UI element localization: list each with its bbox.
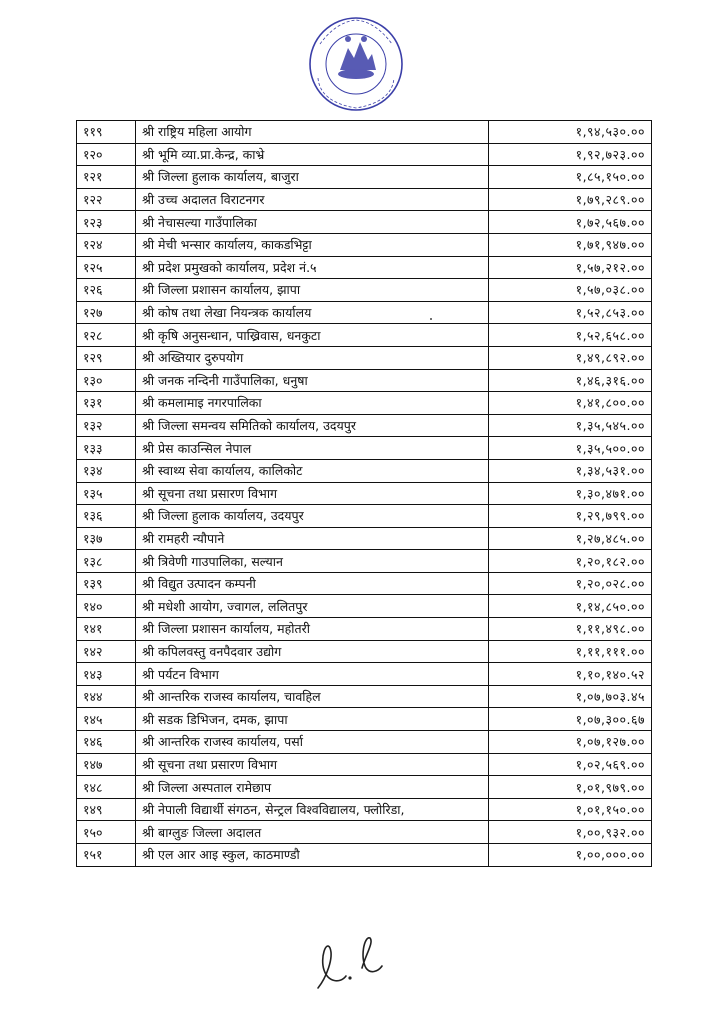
amount: १,००,९३२.०० [489,821,652,844]
amount: १,५७,०३८.०० [489,279,652,302]
payee-name: श्री पर्यटन विभाग [136,663,489,686]
table-row [77,301,652,324]
row-number: १४४ [77,685,136,708]
payee-name: श्री आन्तरिक राजस्व कार्यालय, पर्सा [136,731,489,754]
amount: १,५७,२१२.०० [489,256,652,279]
row-number: १३० [77,369,136,392]
table-row [77,527,652,550]
table-row [77,663,652,686]
row-number: १३६ [77,505,136,528]
table-row [77,324,652,347]
amount: १,७९,२८९.०० [489,188,652,211]
row-number: १३८ [77,550,136,573]
table-row [77,595,652,618]
office-stamp [296,8,416,120]
payee-name: श्री एल आर आइ स्कुल, काठमाण्डौ [136,844,489,867]
table-row [77,369,652,392]
amount: १,०७,३००.६७ [489,708,652,731]
row-number: १४५ [77,708,136,731]
row-number: १३९ [77,572,136,595]
payee-name: श्री जनक नन्दिनी गाउँपालिका, धनुषा [136,369,489,392]
amount: १,९४,५३०.०० [489,121,652,144]
row-number: १४१ [77,618,136,641]
row-number: १३७ [77,527,136,550]
payee-name: श्री आन्तरिक राजस्व कार्यालय, चावहिल [136,685,489,708]
table-row [77,166,652,189]
amount: १,१०,१४०.५२ [489,663,652,686]
amount: १,५२,८५३.०० [489,301,652,324]
payee-name: श्री सूचना तथा प्रसारण विभाग [136,482,489,505]
row-number: १४३ [77,663,136,686]
table-row [77,618,652,641]
amount: १,७१,९४७.०० [489,233,652,256]
row-number: १५१ [77,844,136,867]
payee-name: श्री कोष तथा लेखा नियन्त्रक कार्यालय [136,301,489,324]
amount: १,४९,८९२.०० [489,346,652,369]
row-number: १५० [77,821,136,844]
table-row [77,414,652,437]
payee-name: श्री कमलामाइ नगरपालिका [136,392,489,415]
payee-name: श्री जिल्ला अस्पताल रामेछाप [136,776,489,799]
row-number: १२९ [77,346,136,369]
row-number: १४९ [77,798,136,821]
table-row [77,776,652,799]
table-row [77,844,652,867]
payee-name: श्री सूचना तथा प्रसारण विभाग [136,753,489,776]
row-number: १२२ [77,188,136,211]
amount: १,४६,३१६.०० [489,369,652,392]
amount: १,२०,०२८.०० [489,572,652,595]
payee-name: श्री जिल्ला हुलाक कार्यालय, उदयपुर [136,505,489,528]
amount: १,१४,८५०.०० [489,595,652,618]
table-row [77,188,652,211]
row-number: १४२ [77,640,136,663]
table-row [77,482,652,505]
amount: १,००,०००.०० [489,844,652,867]
payee-name: श्री अख्तियार दुरुपयोग [136,346,489,369]
payee-name: श्री स्वाथ्य सेवा कार्यालय, कालिकोट [136,459,489,482]
amount: १,३०,४७१.०० [489,482,652,505]
payee-name: श्री नेचासल्या गाउँपालिका [136,211,489,234]
payee-name: श्री मेची भन्सार कार्यालय, काकडभिट्टा [136,233,489,256]
signature [300,918,400,998]
payee-name: श्री विद्युत उत्पादन कम्पनी [136,572,489,595]
row-number: १२४ [77,233,136,256]
payee-name: श्री जिल्ला हुलाक कार्यालय, बाजुरा [136,166,489,189]
table-row [77,392,652,415]
payee-name: श्री भूमि व्या.प्रा.केन्द्र, काभ्रे [136,143,489,166]
table-row [77,121,652,144]
amount: १,३५,५४५.०० [489,414,652,437]
row-number: १२५ [77,256,136,279]
amount: १,३४,५३१.०० [489,459,652,482]
row-number: १२८ [77,324,136,347]
table-row [77,550,652,573]
payee-name: श्री प्रदेश प्रमुखको कार्यालय, प्रदेश नं.५ [136,256,489,279]
amount: १,९२,७२३.०० [489,143,652,166]
amount: १,२७,४८५.०० [489,527,652,550]
payee-name: श्री जिल्ला समन्वय समितिको कार्यालय, उदयपुर [136,414,489,437]
table-row [77,753,652,776]
payee-name: श्री नेपाली विद्यार्थी संगठन, सेन्ट्रल विश्वविद्यालय, फ्लोरिडा, [136,798,489,821]
amount: १,०७,१२७.०० [489,731,652,754]
amount: १,०१,१५०.०० [489,798,652,821]
payee-name: श्री राष्ट्रिय महिला आयोग [136,121,489,144]
table-row [77,731,652,754]
row-number: १३३ [77,437,136,460]
payee-name: श्री त्रिवेणी गाउपालिका, सल्यान [136,550,489,573]
table-row [77,437,652,460]
amount: १,३५,५००.०० [489,437,652,460]
payee-name: श्री जिल्ला प्रशासन कार्यालय, झापा [136,279,489,302]
table-row [77,798,652,821]
payee-name: श्री कपिलवस्तु वनपैदवार उद्योग [136,640,489,663]
payment-table [76,120,652,867]
table-row [77,685,652,708]
table-row [77,640,652,663]
amount: १,११,१११.०० [489,640,652,663]
coat-of-arms-icon [338,36,376,79]
row-number: १२० [77,143,136,166]
row-number: १३२ [77,414,136,437]
table-row [77,821,652,844]
table-row [77,572,652,595]
payee-name: श्री रामहरी न्यौपाने [136,527,489,550]
row-number: १२१ [77,166,136,189]
table-row [77,279,652,302]
row-number: १२७ [77,301,136,324]
table-row [77,708,652,731]
payee-name: श्री सडक डिभिजन, दमक, झापा [136,708,489,731]
payee-name: श्री उच्च अदालत विराटनगर [136,188,489,211]
amount: १,०१,९७९.०० [489,776,652,799]
amount: १,०७,७०३.४५ [489,685,652,708]
row-number: १४० [77,595,136,618]
row-number: १४८ [77,776,136,799]
amount: १,०२,५६९.०० [489,753,652,776]
payee-name: श्री प्रेस काउन्सिल नेपाल [136,437,489,460]
row-number: १३४ [77,459,136,482]
table-row [77,505,652,528]
amount: १,२०,१८२.०० [489,550,652,573]
row-number: १३५ [77,482,136,505]
table-row [77,143,652,166]
table-row [77,211,652,234]
amount: १,५२,६५८.०० [489,324,652,347]
row-number: १३१ [77,392,136,415]
row-number: १२३ [77,211,136,234]
table-row [77,346,652,369]
amount: १,८५,१५०.०० [489,166,652,189]
table-row [77,256,652,279]
table-row [77,459,652,482]
amount: १,४१,८००.०० [489,392,652,415]
payee-name: श्री कृषि अनुसन्धान, पाख्रिवास, धनकुटा [136,324,489,347]
row-number: १२६ [77,279,136,302]
payee-name: श्री मधेशी आयोग, ज्वागल, ललितपुर [136,595,489,618]
amount: १,११,४९८.०० [489,618,652,641]
row-number: ११९ [77,121,136,144]
payee-name: श्री बाग्लुङ जिल्ला अदालत [136,821,489,844]
amount: १,२९,७९९.०० [489,505,652,528]
table-row [77,233,652,256]
amount: १,७२,५६७.०० [489,211,652,234]
payee-name: श्री जिल्ला प्रशासन कार्यालय, महोतरी [136,618,489,641]
row-number: १४६ [77,731,136,754]
row-number: १४७ [77,753,136,776]
